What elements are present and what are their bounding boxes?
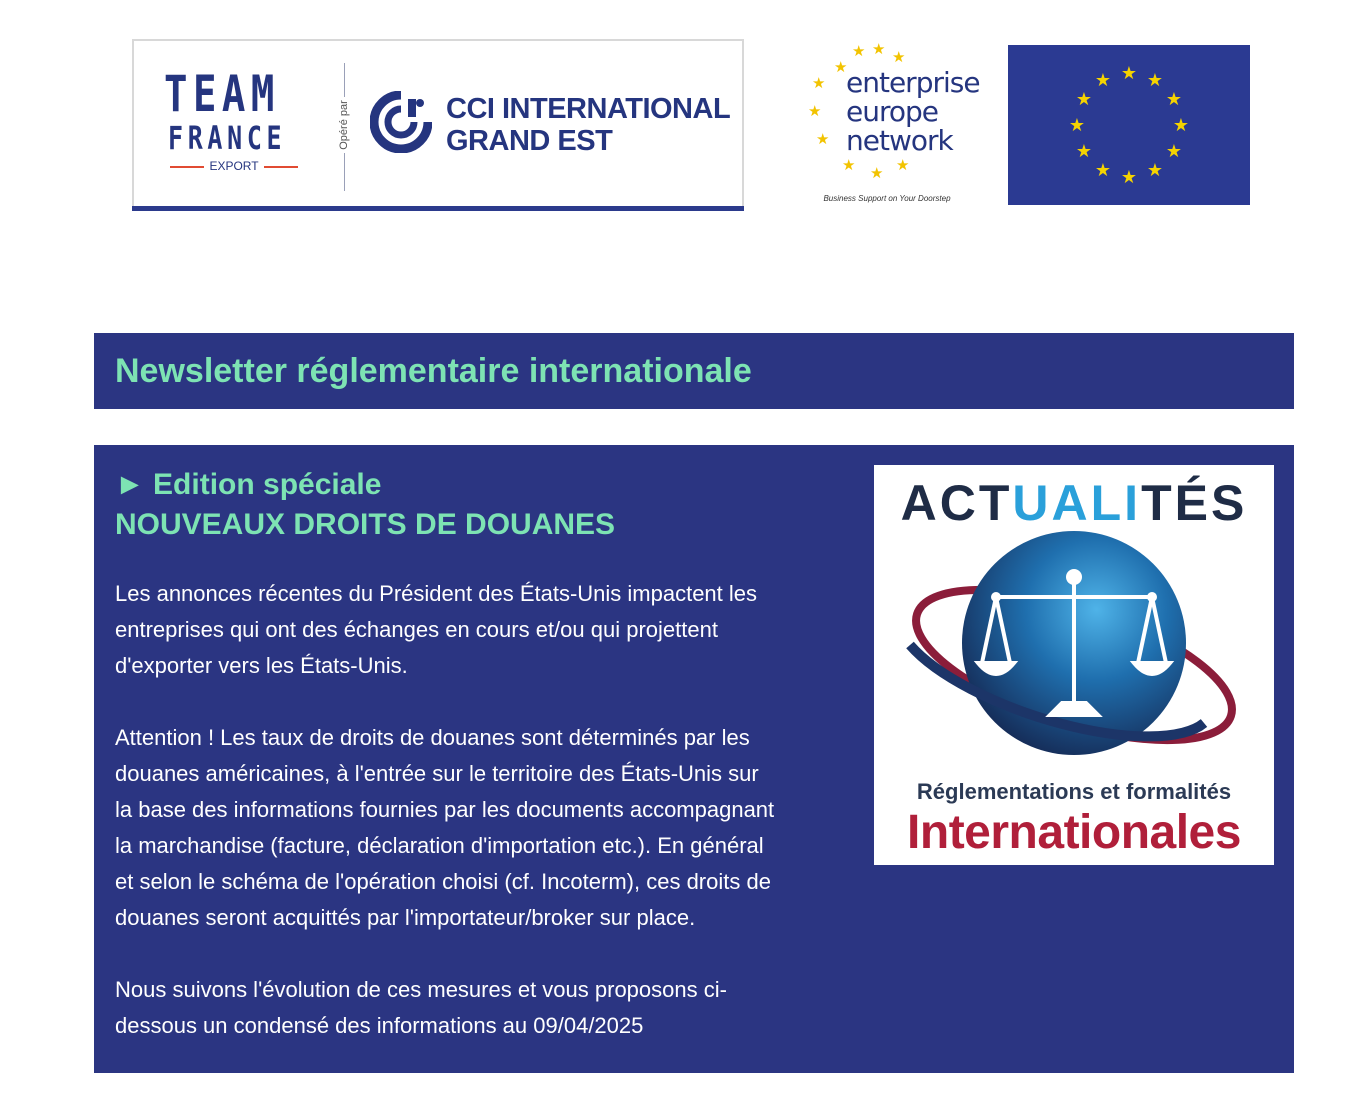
star-icon: ★: [808, 103, 822, 120]
special-edition-card: [94, 445, 1294, 1073]
team-france-word-france: FRANCE: [168, 119, 287, 157]
een-tagline: Business Support on Your Doorstep: [823, 194, 951, 203]
star-icon: ★: [892, 49, 906, 66]
actualites-heading-part3: TÉS: [1141, 475, 1248, 531]
star-icon: ★: [1094, 160, 1112, 180]
article-paragraph: Nous suivons l'évolution de ces mesures et vous proposons ci- dessous un condensé des informations au 09/04/2025: [115, 977, 727, 1038]
scales-of-justice-icon: [874, 525, 1274, 775]
cci-org-line2: GRAND EST: [446, 125, 613, 157]
newsletter-title: Newsletter réglementaire internationale: [115, 352, 752, 390]
cci-org-line1: CCI INTERNATIONAL: [446, 93, 731, 125]
actualites-heading-part2: UALI: [1012, 475, 1142, 531]
star-icon: ★: [870, 165, 884, 182]
edition-kicker: ► Edition spéciale: [115, 468, 382, 501]
team-france-word-export: EXPORT: [170, 159, 298, 173]
star-icon: ★: [812, 75, 826, 92]
cci-logo-icon: [370, 91, 432, 153]
actualites-subtitle: Réglementations et formalités: [916, 779, 1232, 804]
eu-flag-logo: [1008, 45, 1250, 205]
cci-org-name: [446, 93, 730, 157]
star-icon: ★: [1068, 115, 1086, 135]
star-icon: ★: [1165, 89, 1183, 109]
star-icon: ★: [1120, 63, 1138, 83]
star-icon: ★: [842, 157, 856, 174]
een-wordmark: [846, 68, 980, 155]
star-icon: ★: [1172, 115, 1190, 135]
edition-headline: NOUVEAUX DROITS DE DOUANES: [115, 508, 616, 541]
star-icon: ★: [1120, 167, 1138, 187]
een-word-2: europe: [846, 95, 938, 128]
star-icon: ★: [872, 41, 886, 58]
een-word-3: network: [846, 124, 953, 157]
actualites-illustration: [874, 465, 1274, 865]
star-icon: ★: [1075, 141, 1093, 161]
actualites-heading-part1: ACT: [900, 475, 1013, 531]
newsletter-banner: [94, 333, 1294, 409]
actualites-heading: [874, 473, 1274, 533]
star-icon: ★: [816, 131, 830, 148]
star-icon: ★: [1075, 89, 1093, 109]
logo-bottom-rule: [132, 206, 744, 211]
actualites-big-word: Internationales: [907, 806, 1241, 859]
star-icon: ★: [852, 43, 866, 60]
article-paragraph: Attention ! Les taux de droits de douanes sont déterminés par les douanes américaines, à l'entrée sur le territoire des États-Unis sur la base des informations fournies par les documents accompagnant la marchandise (facture, déclaration d'importation etc.). En général et selon le schéma de l'opération choisi (cf. Incoterm), ces droits de douanes seront acquittés par l'importateur/broker sur place.: [115, 725, 775, 930]
star-icon: ★: [834, 59, 848, 76]
team-france-cci-logo: [132, 39, 744, 211]
star-icon: ★: [896, 157, 910, 174]
operated-by-label: Opéré par: [338, 97, 350, 153]
star-icon: ★: [1094, 70, 1112, 90]
article-paragraph: Les annonces récentes du Président des États-Unis impactent les entreprises qui ont des échanges en cours et/ou qui projettent d'exporter vers les États-Unis.: [115, 581, 758, 678]
enterprise-europe-network-logo: [796, 40, 982, 212]
star-icon: ★: [1146, 160, 1164, 180]
team-france-word-team: TEAM: [164, 65, 280, 123]
article-body: [115, 576, 845, 1080]
star-icon: ★: [1146, 70, 1164, 90]
star-icon: ★: [1165, 141, 1183, 161]
een-word-1: enterprise: [846, 66, 980, 99]
